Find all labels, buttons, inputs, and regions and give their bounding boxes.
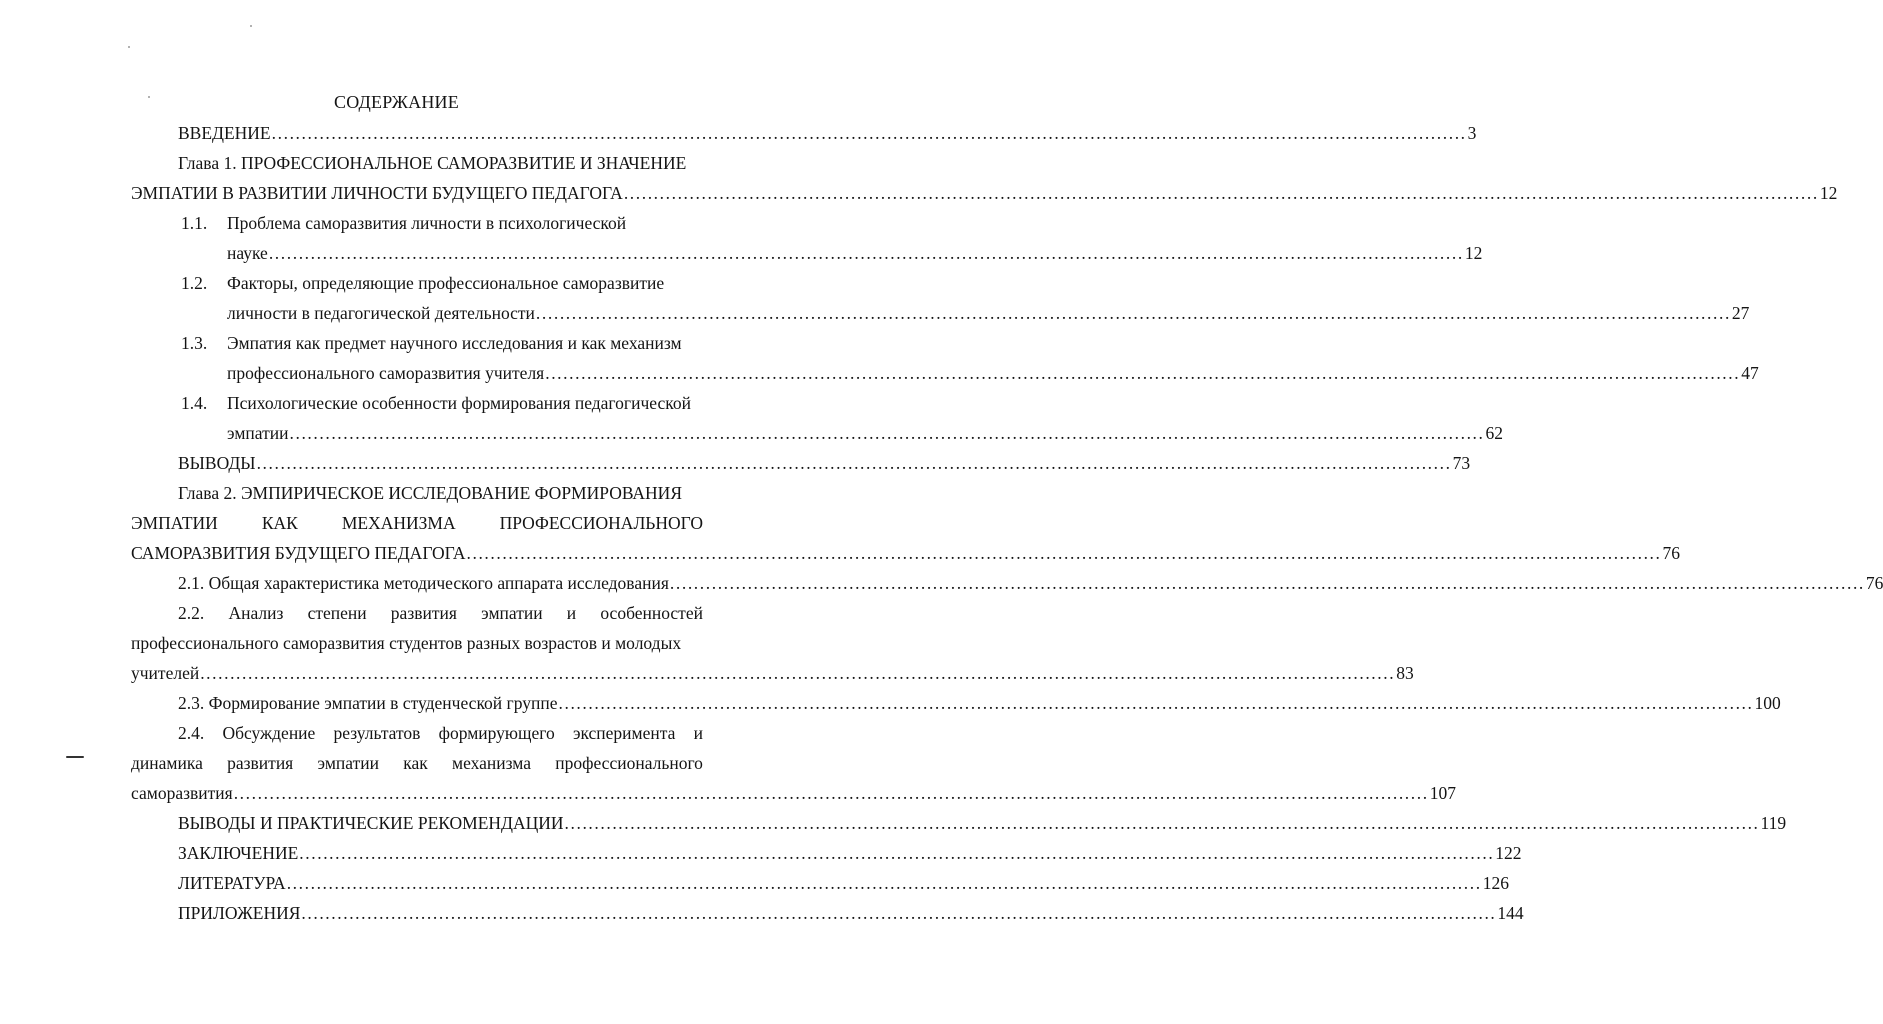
word: 2.2.: [178, 603, 205, 623]
toc-entry-label: ВЫВОДЫ: [178, 453, 256, 473]
section-1-1-line1: Проблема саморазвития личности в психологической: [227, 213, 627, 233]
chapter2-heading-text: Глава 2. ЭМПИРИЧЕСКОЕ ИССЛЕДОВАНИЕ ФОРМИРОВАНИЯ: [178, 483, 682, 503]
dot-leader: ........................................................................................................................................................................................................: [558, 693, 1754, 713]
toc-entry-page: 119: [1760, 813, 1787, 833]
word: эксперимента: [572, 723, 676, 743]
section-1-3-line2: [227, 362, 1759, 384]
toc-entry-label: профессионального саморазвития учителя: [227, 363, 545, 383]
toc-entry-page: 83: [1396, 663, 1414, 683]
section-2-2-line2: профессионального саморазвития студентов разных возрастов и молодых: [131, 633, 682, 653]
dot-leader: ........................................................................................................................................................................................................: [466, 543, 1662, 563]
word: ЭМПАТИИ: [131, 513, 218, 533]
chapter1-heading-line1: Глава 1. ПРОФЕССИОНАЛЬНОЕ САМОРАЗВИТИЕ И ЗНАЧЕНИЕ: [178, 153, 687, 173]
word: и: [693, 723, 703, 743]
word: ПРОФЕССИОНАЛЬНОГО: [499, 513, 703, 533]
dot-leader: ........................................................................................................................................................................................................: [233, 783, 1429, 803]
toc-entry-label: личности в педагогической деятельности: [227, 303, 535, 323]
section-1-2-line1: Факторы, определяющие профессиональное саморазвитие: [227, 273, 665, 293]
dot-leader: ........................................................................................................................................................................................................: [669, 573, 1865, 593]
section-2-3: [178, 692, 1781, 714]
word: КАК: [261, 513, 298, 533]
word: Анализ: [228, 603, 284, 623]
section-2-1: [178, 572, 1883, 594]
chapter2-heading-line1: [178, 482, 703, 504]
dot-leader: ........................................................................................................................................................................................................: [623, 183, 1819, 203]
section-1-1-line2: [227, 242, 1483, 264]
word: степени: [307, 603, 367, 623]
toc-entry-page: 47: [1741, 363, 1759, 383]
dot-leader: ........................................................................................................................................................................................................: [286, 873, 1482, 893]
toc-entry-label: 2.1. Общая характеристика методического аппарата исследования: [178, 573, 669, 593]
toc-entry-chapter1-conclusions: [178, 452, 1471, 474]
word: как: [403, 753, 428, 773]
word: профессионального: [555, 753, 703, 773]
word: МЕХАНИЗМА: [341, 513, 456, 533]
dot-leader: ........................................................................................................................................................................................................: [289, 423, 1485, 443]
toc-entry-label: САМОРАЗВИТИЯ БУДУЩЕГО ПЕДАГОГА: [131, 543, 466, 563]
toc-entry-label: 2.3. Формирование эмпатии в студенческой группе: [178, 693, 558, 713]
section-2-4-line2: [131, 752, 703, 774]
word: Обсуждение: [222, 723, 316, 743]
dot-leader: ........................................................................................................................................................................................................: [564, 813, 1760, 833]
scan-mark: [66, 756, 84, 758]
toc-entry-label: ПРИЛОЖЕНИЯ: [178, 903, 301, 923]
chapter2-heading-line2: [131, 512, 703, 534]
toc-entry-page: 73: [1452, 453, 1471, 473]
toc-entry-label: ВВЕДЕНИЕ: [178, 123, 271, 143]
toc-entry-page: 122: [1495, 843, 1522, 863]
word: особенностей: [600, 603, 703, 623]
toc-entry-page: 12: [1819, 183, 1838, 203]
page-title: СОДЕРЖАНИЕ: [334, 92, 459, 112]
section-1-2-line2: [227, 302, 1750, 324]
toc-entry-appendices: [178, 902, 1524, 924]
toc-entry-label: эмпатии: [227, 423, 289, 443]
section-number: 1.1.: [181, 213, 208, 233]
section-number: 1.2.: [181, 273, 208, 293]
toc-entry-page: 76: [1662, 543, 1680, 563]
dot-leader: ........................................................................................................................................................................................................: [268, 243, 1464, 263]
toc-entry-page: 12: [1464, 243, 1483, 263]
toc-entry-page: 3: [1467, 123, 1477, 143]
toc-entry-literature: [178, 872, 1509, 894]
word: эмпатии: [317, 753, 379, 773]
word: развития: [227, 753, 294, 773]
section-number: 1.3.: [181, 333, 208, 353]
word: динамика: [131, 753, 203, 773]
toc-entry-page: 144: [1497, 903, 1524, 923]
section-2-4-line1: [178, 722, 703, 744]
toc-entry-page: 126: [1482, 873, 1509, 893]
scan-speck: [250, 25, 252, 27]
toc-entry-label: ЗАКЛЮЧЕНИЕ: [178, 843, 299, 863]
word: 2.4.: [178, 723, 205, 743]
toc-entry-label: саморазвития: [131, 783, 233, 803]
dot-leader: ........................................................................................................................................................................................................: [545, 363, 1741, 383]
section-1-4-line1: Психологические особенности формирования педагогической: [227, 393, 691, 413]
toc-entry-conclusion: [178, 842, 1522, 864]
word: формирующего: [438, 723, 555, 743]
chapter1-heading-line2: [131, 182, 1838, 204]
dot-leader: ........................................................................................................................................................................................................: [256, 453, 1452, 473]
dot-leader: ........................................................................................................................................................................................................: [301, 903, 1497, 923]
toc-entry-label: ВЫВОДЫ И ПРАКТИЧЕСКИЕ РЕКОМЕНДАЦИИ: [178, 813, 564, 833]
scan-speck: [128, 46, 130, 48]
toc-entry-page: 62: [1485, 423, 1503, 443]
toc-entry-label: ЭМПАТИИ В РАЗВИТИИ ЛИЧНОСТИ БУДУЩЕГО ПЕДАГОГА: [131, 183, 623, 203]
section-1-3-line1: Эмпатия как предмет научного исследования и как механизм: [227, 333, 682, 353]
section-2-2-line1: [178, 602, 703, 624]
toc-entry-introduction: [178, 122, 1477, 144]
section-2-2-line3: [131, 662, 1414, 684]
dot-leader: ........................................................................................................................................................................................................: [200, 663, 1396, 683]
section-number: 1.4.: [181, 393, 208, 413]
toc-entry-label: науке: [227, 243, 268, 263]
chapter2-heading-line3: [131, 542, 1680, 564]
word: эмпатии: [481, 603, 543, 623]
toc-entry-page: 76: [1865, 573, 1883, 593]
section-2-4-line3: [131, 782, 1456, 804]
dot-leader: ........................................................................................................................................................................................................: [271, 123, 1467, 143]
word: развития: [390, 603, 457, 623]
toc-entry-label: учителей: [131, 663, 200, 683]
toc-entry-page: 27: [1731, 303, 1750, 323]
toc-entry-recommendations: [178, 812, 1787, 834]
toc-entry-page: 100: [1754, 693, 1781, 713]
word: механизма: [452, 753, 532, 773]
dot-leader: ........................................................................................................................................................................................................: [535, 303, 1731, 323]
word: и: [566, 603, 577, 623]
dot-leader: ........................................................................................................................................................................................................: [299, 843, 1495, 863]
section-1-4-line2: [227, 422, 1503, 444]
toc-entry-page: 107: [1429, 783, 1456, 803]
toc-entry-label: ЛИТЕРАТУРА: [178, 873, 286, 893]
word: результатов: [333, 723, 421, 743]
